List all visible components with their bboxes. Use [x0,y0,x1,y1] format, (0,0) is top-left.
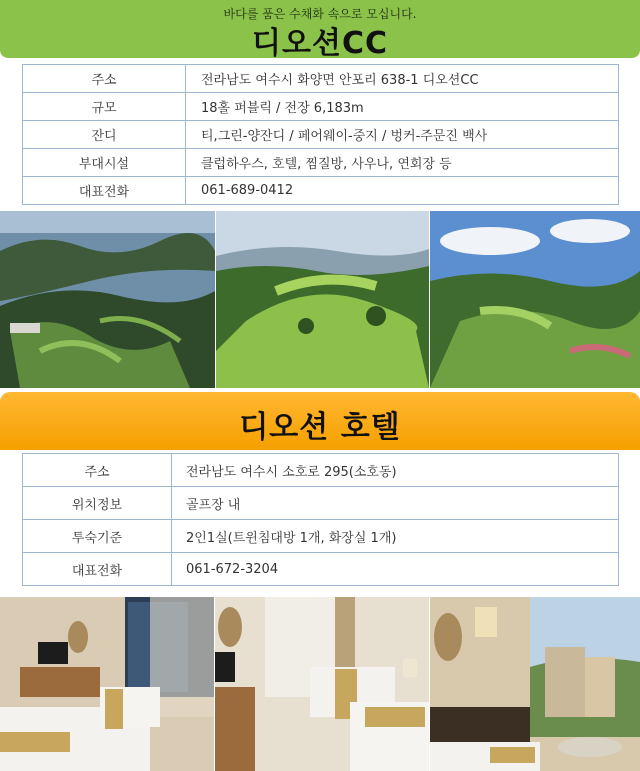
row-value: 061-689-0412 [186,177,619,205]
table-row [23,149,619,177]
table-row [23,520,619,553]
hotel-info-table [22,453,619,586]
row-label: 주소 [23,454,172,487]
row-value: 전라남도 여수시 소호로 295(소호동) [172,454,619,487]
row-label: 잔디 [23,121,186,149]
table-row [23,177,619,205]
row-label: 주소 [23,65,186,93]
golf-info-table [22,64,619,205]
table-row [23,93,619,121]
table-row [23,553,619,586]
golf-aerial-photo [0,211,215,388]
golf-tagline: 바다를 품은 수채화 속으로 모십니다. [223,7,417,21]
row-label: 위치정보 [23,487,172,520]
hotel-header [0,392,640,450]
golf-course-photo [430,211,640,388]
golf-header [0,0,640,61]
golf-fairway-photo [216,211,429,388]
table-row [23,65,619,93]
row-value: 2인1실(트윈침대방 1개, 화장실 1개) [172,520,619,553]
table-row [23,121,619,149]
golf-title: 디오션CC [252,26,388,61]
row-value: 18홀 퍼블릭 / 전장 6,183m [186,93,619,121]
row-label: 규모 [23,93,186,121]
row-value: 티,그린-양잔디 / 페어웨이-중지 / 벙커-주문진 백사 [186,121,619,149]
row-value: 061-672-3204 [172,553,619,586]
row-value: 골프장 내 [172,487,619,520]
hotel-view-photo [430,597,640,771]
table-row [23,454,619,487]
row-label: 부대시설 [23,149,186,177]
table-row [23,487,619,520]
hotel-room-photo-2 [215,597,429,771]
row-label: 대표전화 [23,553,172,586]
row-label: 투숙기준 [23,520,172,553]
row-value: 전라남도 여수시 화양면 안포리 638-1 디오션CC [186,65,619,93]
hotel-room-photo-1 [0,597,214,771]
row-label: 대표전화 [23,177,186,205]
hotel-title: 디오션 호텔 [239,410,401,445]
row-value: 클럽하우스, 호텔, 찜질방, 사우나, 연회장 등 [186,149,619,177]
